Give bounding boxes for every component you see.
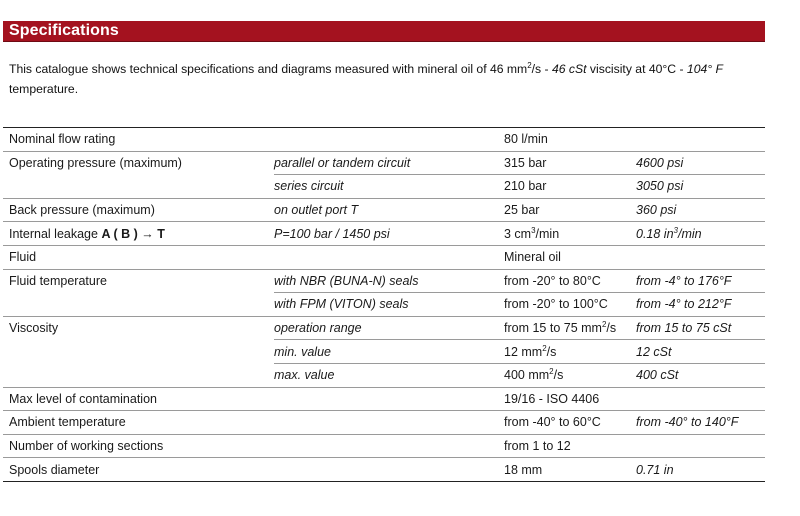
spec-value-imperial: 0.18 $in^3/\min$	[636, 222, 765, 246]
spec-value: 80 l/min	[504, 128, 636, 152]
spec-value-si: from -40° to 60°C	[504, 411, 636, 435]
table-row	[3, 293, 765, 317]
spec-label: Ambient temperature	[3, 411, 274, 435]
spec-value-si: 18 mm	[504, 458, 636, 482]
spec-label: Back pressure (maximum)	[3, 198, 274, 222]
table-row	[3, 151, 765, 175]
spec-value-imperial: 4600 psi	[636, 151, 765, 175]
spec-condition: max. value	[274, 363, 504, 387]
table-row	[3, 222, 765, 246]
table-row	[3, 340, 765, 364]
section-header	[3, 21, 765, 42]
spec-value-si: from 15 to 75 $mm^2/s$	[504, 316, 636, 340]
specifications-table	[3, 127, 765, 482]
spec-value-si: 315 bar	[504, 151, 636, 175]
spec-value: from 1 to 12	[504, 434, 636, 458]
table-row	[3, 411, 765, 435]
spec-value-imperial: 360 psi	[636, 198, 765, 222]
spec-value-si: 12 $mm^2/s$	[504, 340, 636, 364]
table-row	[3, 363, 765, 387]
spec-value-imperial: 3050 psi	[636, 175, 765, 199]
spec-label: Operating pressure (maximum)	[3, 151, 274, 175]
spec-value-imperial: 12 cSt	[636, 340, 765, 364]
spec-label: Max level of contamination	[3, 387, 274, 411]
spec-value-si: from -20° to 100°C	[504, 293, 636, 317]
spec-value-si: 25 bar	[504, 198, 636, 222]
spec-condition: series circuit	[274, 175, 504, 199]
spec-label: Nominal flow rating	[3, 128, 274, 152]
spec-label: Fluid temperature	[3, 269, 274, 293]
spec-label: Viscosity	[3, 316, 274, 340]
spec-label: Internal leakage A ( B ) → T	[3, 222, 274, 246]
spec-value-si: 400 $mm^2/s$	[504, 363, 636, 387]
section-title: Specifications	[9, 22, 119, 39]
spec-value-imperial: from -4° to 212°F	[636, 293, 765, 317]
spec-condition: on outlet port T	[274, 198, 504, 222]
spec-value: Mineral oil	[504, 245, 636, 269]
spec-value-imperial: from -40° to 140°F	[636, 411, 765, 435]
spec-value-si: 210 bar	[504, 175, 636, 199]
table-row	[3, 434, 765, 458]
spec-value-imperial: 400 cSt	[636, 363, 765, 387]
spec-label: Spools diameter	[3, 458, 274, 482]
table-row	[3, 458, 765, 482]
spec-condition: min. value	[274, 340, 504, 364]
table-row	[3, 269, 765, 293]
table-row	[3, 198, 765, 222]
intro-text: This catalogue shows technical specifications and diagrams measured with mineral oil of 46 $mm^2/s - 46$ cSt viscisity at 40°C - 104° F temperature.	[9, 60, 723, 96]
spec-label: Fluid	[3, 245, 274, 269]
spec-value-imperial: from 15 to 75 cSt	[636, 316, 765, 340]
spec-label: Number of working sections	[3, 434, 274, 458]
table-row	[3, 387, 765, 411]
spec-condition: with NBR (BUNA-N) seals	[274, 269, 504, 293]
table-row	[3, 245, 765, 269]
spec-value-si: 3 $cm^3/\min$	[504, 222, 636, 246]
table-row	[3, 316, 765, 340]
spec-value-imperial: from -4° to 176°F	[636, 269, 765, 293]
table-row	[3, 175, 765, 199]
spec-condition: P=100 bar / 1450 psi	[274, 222, 504, 246]
spec-condition: with FPM (VITON) seals	[274, 293, 504, 317]
table-row	[3, 128, 765, 152]
spec-condition: operation range	[274, 316, 504, 340]
spec-value: 19/16 - ISO 4406	[504, 387, 636, 411]
spec-condition: parallel or tandem circuit	[274, 151, 504, 175]
spec-value-si: from -20° to 80°C	[504, 269, 636, 293]
spec-value-imperial: 0.71 in	[636, 458, 765, 482]
